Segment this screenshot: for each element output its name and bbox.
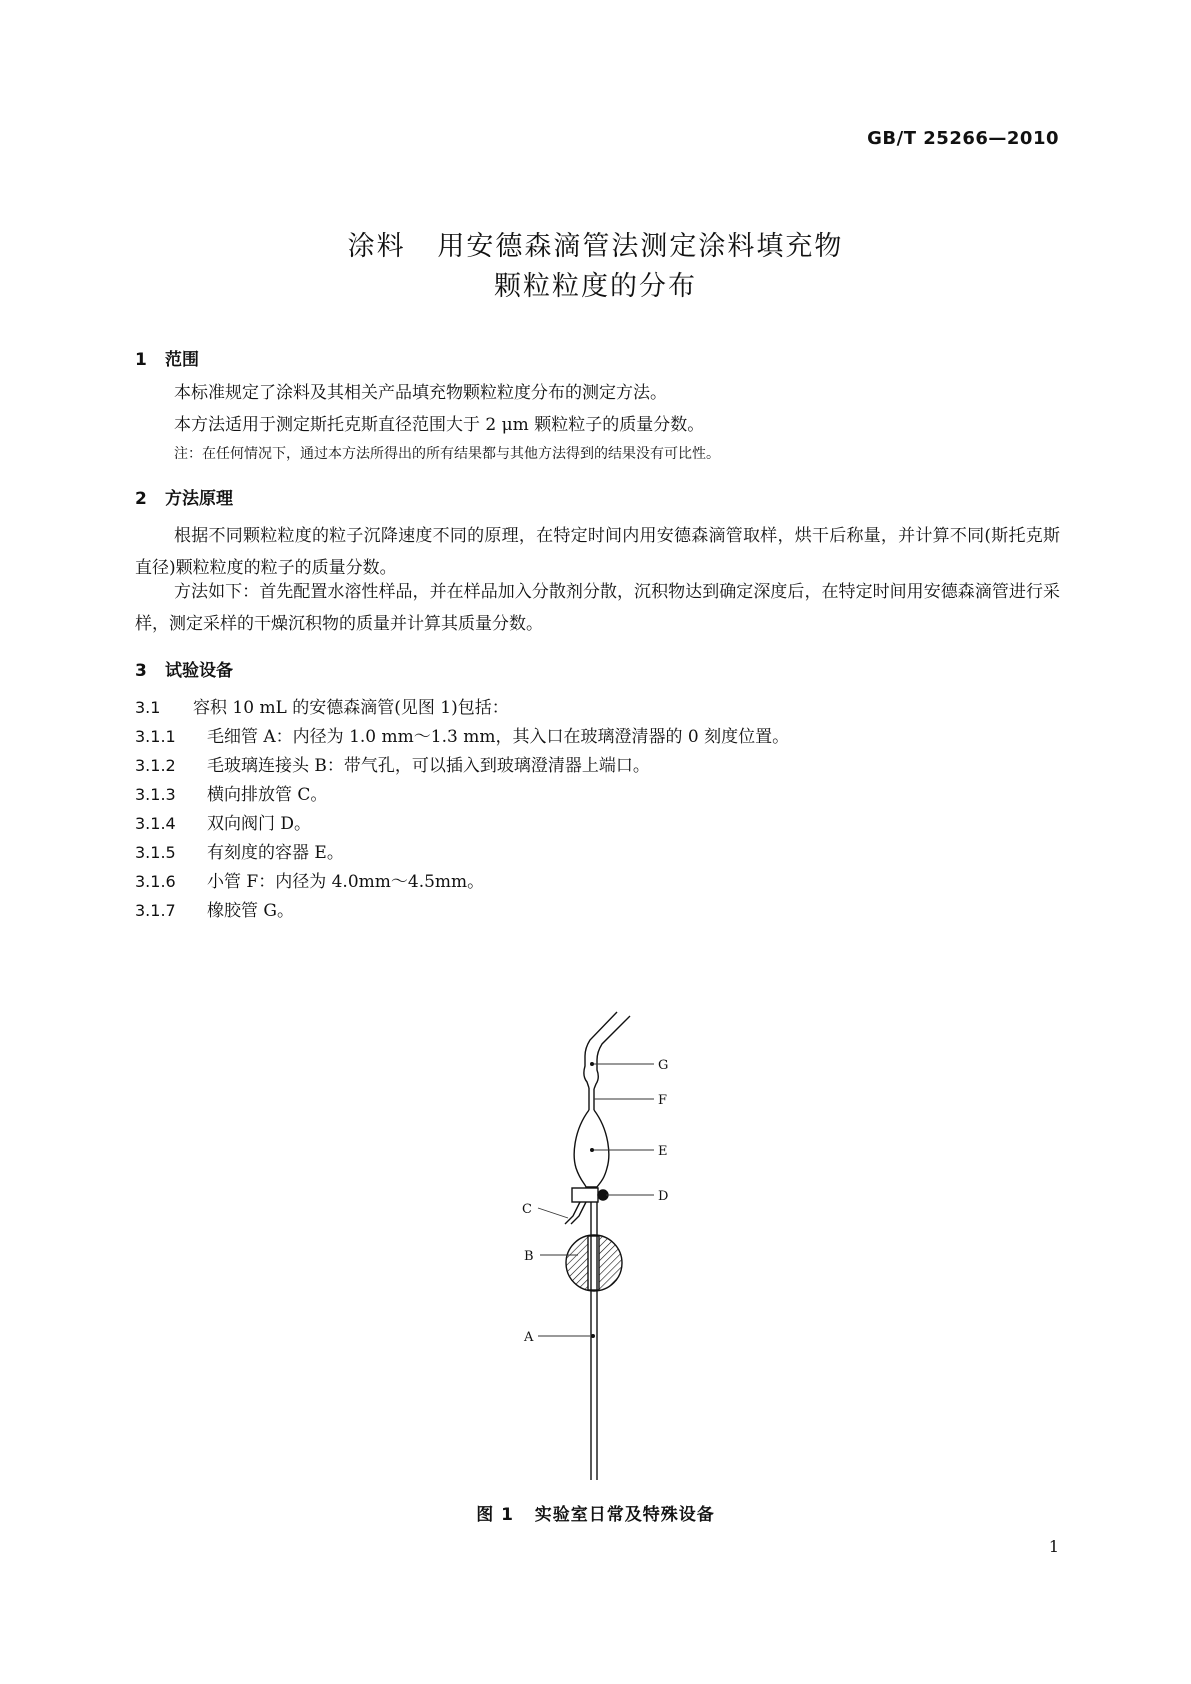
page-number: 1 <box>1048 1537 1059 1556</box>
item-number: 3.1.3 <box>135 785 176 804</box>
section-title: 方法原理 <box>165 489 233 509</box>
item-number: 3.1.1 <box>135 727 176 746</box>
title-line-1: 涂料 用安德森滴管法测定涂料填充物 <box>347 231 844 262</box>
section-title: 范围 <box>165 350 199 370</box>
label-c: C <box>522 1202 532 1217</box>
list-item <box>135 780 327 805</box>
list-item <box>135 809 311 834</box>
section-1-paragraph-1: 本标准规定了涂料及其相关产品填充物颗粒粒度分布的测定方法。 <box>174 383 667 403</box>
item-number: 3.1.2 <box>135 756 176 775</box>
section-1-heading <box>135 345 199 370</box>
section-1-paragraph-2: 本方法适用于测定斯托克斯直径范围大于 2 μm 颗粒粒子的质量分数。 <box>174 415 705 435</box>
item-number: 3.1.7 <box>135 901 176 920</box>
list-item <box>135 867 484 892</box>
item-text: 双向阀门 D。 <box>207 814 312 834</box>
label-b: B <box>524 1249 534 1264</box>
section-3-heading <box>135 656 233 681</box>
item-text: 毛玻璃连接头 B：带气孔，可以插入到玻璃澄清器上端口。 <box>207 756 650 776</box>
section-1-note: 注：在任何情况下，通过本方法所得出的所有结果都与其他方法得到的结果没有可比性。 <box>174 446 720 462</box>
list-item <box>135 896 294 921</box>
valve-d <box>572 1188 598 1202</box>
title-line-2: 颗粒粒度的分布 <box>494 271 697 302</box>
label-a: A <box>524 1330 534 1345</box>
section-2-paragraph-1: 根据不同颗粒粒度的粒子沉降速度不同的原理，在特定时间内用安德森滴管取样，烘干后称量，并计算不同(斯托克斯直径)颗粒粒度的粒子的质量分数。 <box>135 526 1060 578</box>
item-text: 橡胶管 G。 <box>207 901 294 921</box>
section-number: 1 <box>135 350 147 370</box>
label-e: E <box>658 1144 668 1159</box>
list-item <box>135 751 650 776</box>
item-number: 3.1.6 <box>135 872 176 891</box>
item-text: 有刻度的容器 E。 <box>207 843 344 863</box>
item-number: 3.1 <box>135 698 161 717</box>
item-text: 小管 F：内径为 4.0mm～4.5mm。 <box>207 872 485 892</box>
item-text: 毛细管 A：内径为 1.0 mm～1.3 mm，其入口在玻璃澄清器的 0 刻度位置。 <box>207 727 790 747</box>
item-number: 3.1.4 <box>135 814 176 833</box>
label-f: F <box>658 1093 668 1108</box>
section-2-paragraph-2: 方法如下：首先配置水溶性样品，并在样品加入分散剂分散，沉积物达到确定深度后，在特定时间用安德森滴管进行采样，测定采样的干燥沉积物的质量并计算其质量分数。 <box>135 582 1060 634</box>
item-text: 横向排放管 C。 <box>207 785 328 805</box>
discharge-tube-c <box>565 1202 580 1224</box>
standard-number: GB/T 25266—2010 <box>867 128 1059 149</box>
section-2-heading <box>135 484 233 509</box>
figure-caption: 图 1 实验室日常及特殊设备 <box>476 1505 715 1525</box>
item-text: 容积 10 mL 的安德森滴管(见图 1)包括： <box>193 698 509 718</box>
section-number: 3 <box>135 661 147 681</box>
label-g: G <box>658 1058 669 1073</box>
andersen-pipette-diagram <box>500 1000 700 1480</box>
item-number: 3.1.5 <box>135 843 176 862</box>
list-item <box>135 838 344 863</box>
list-item <box>135 693 509 718</box>
list-item <box>135 722 789 747</box>
section-title: 试验设备 <box>165 661 233 681</box>
section-number: 2 <box>135 489 147 509</box>
rubber-tube-g <box>584 1012 617 1088</box>
label-d: D <box>658 1189 669 1204</box>
document-title <box>0 227 1191 307</box>
